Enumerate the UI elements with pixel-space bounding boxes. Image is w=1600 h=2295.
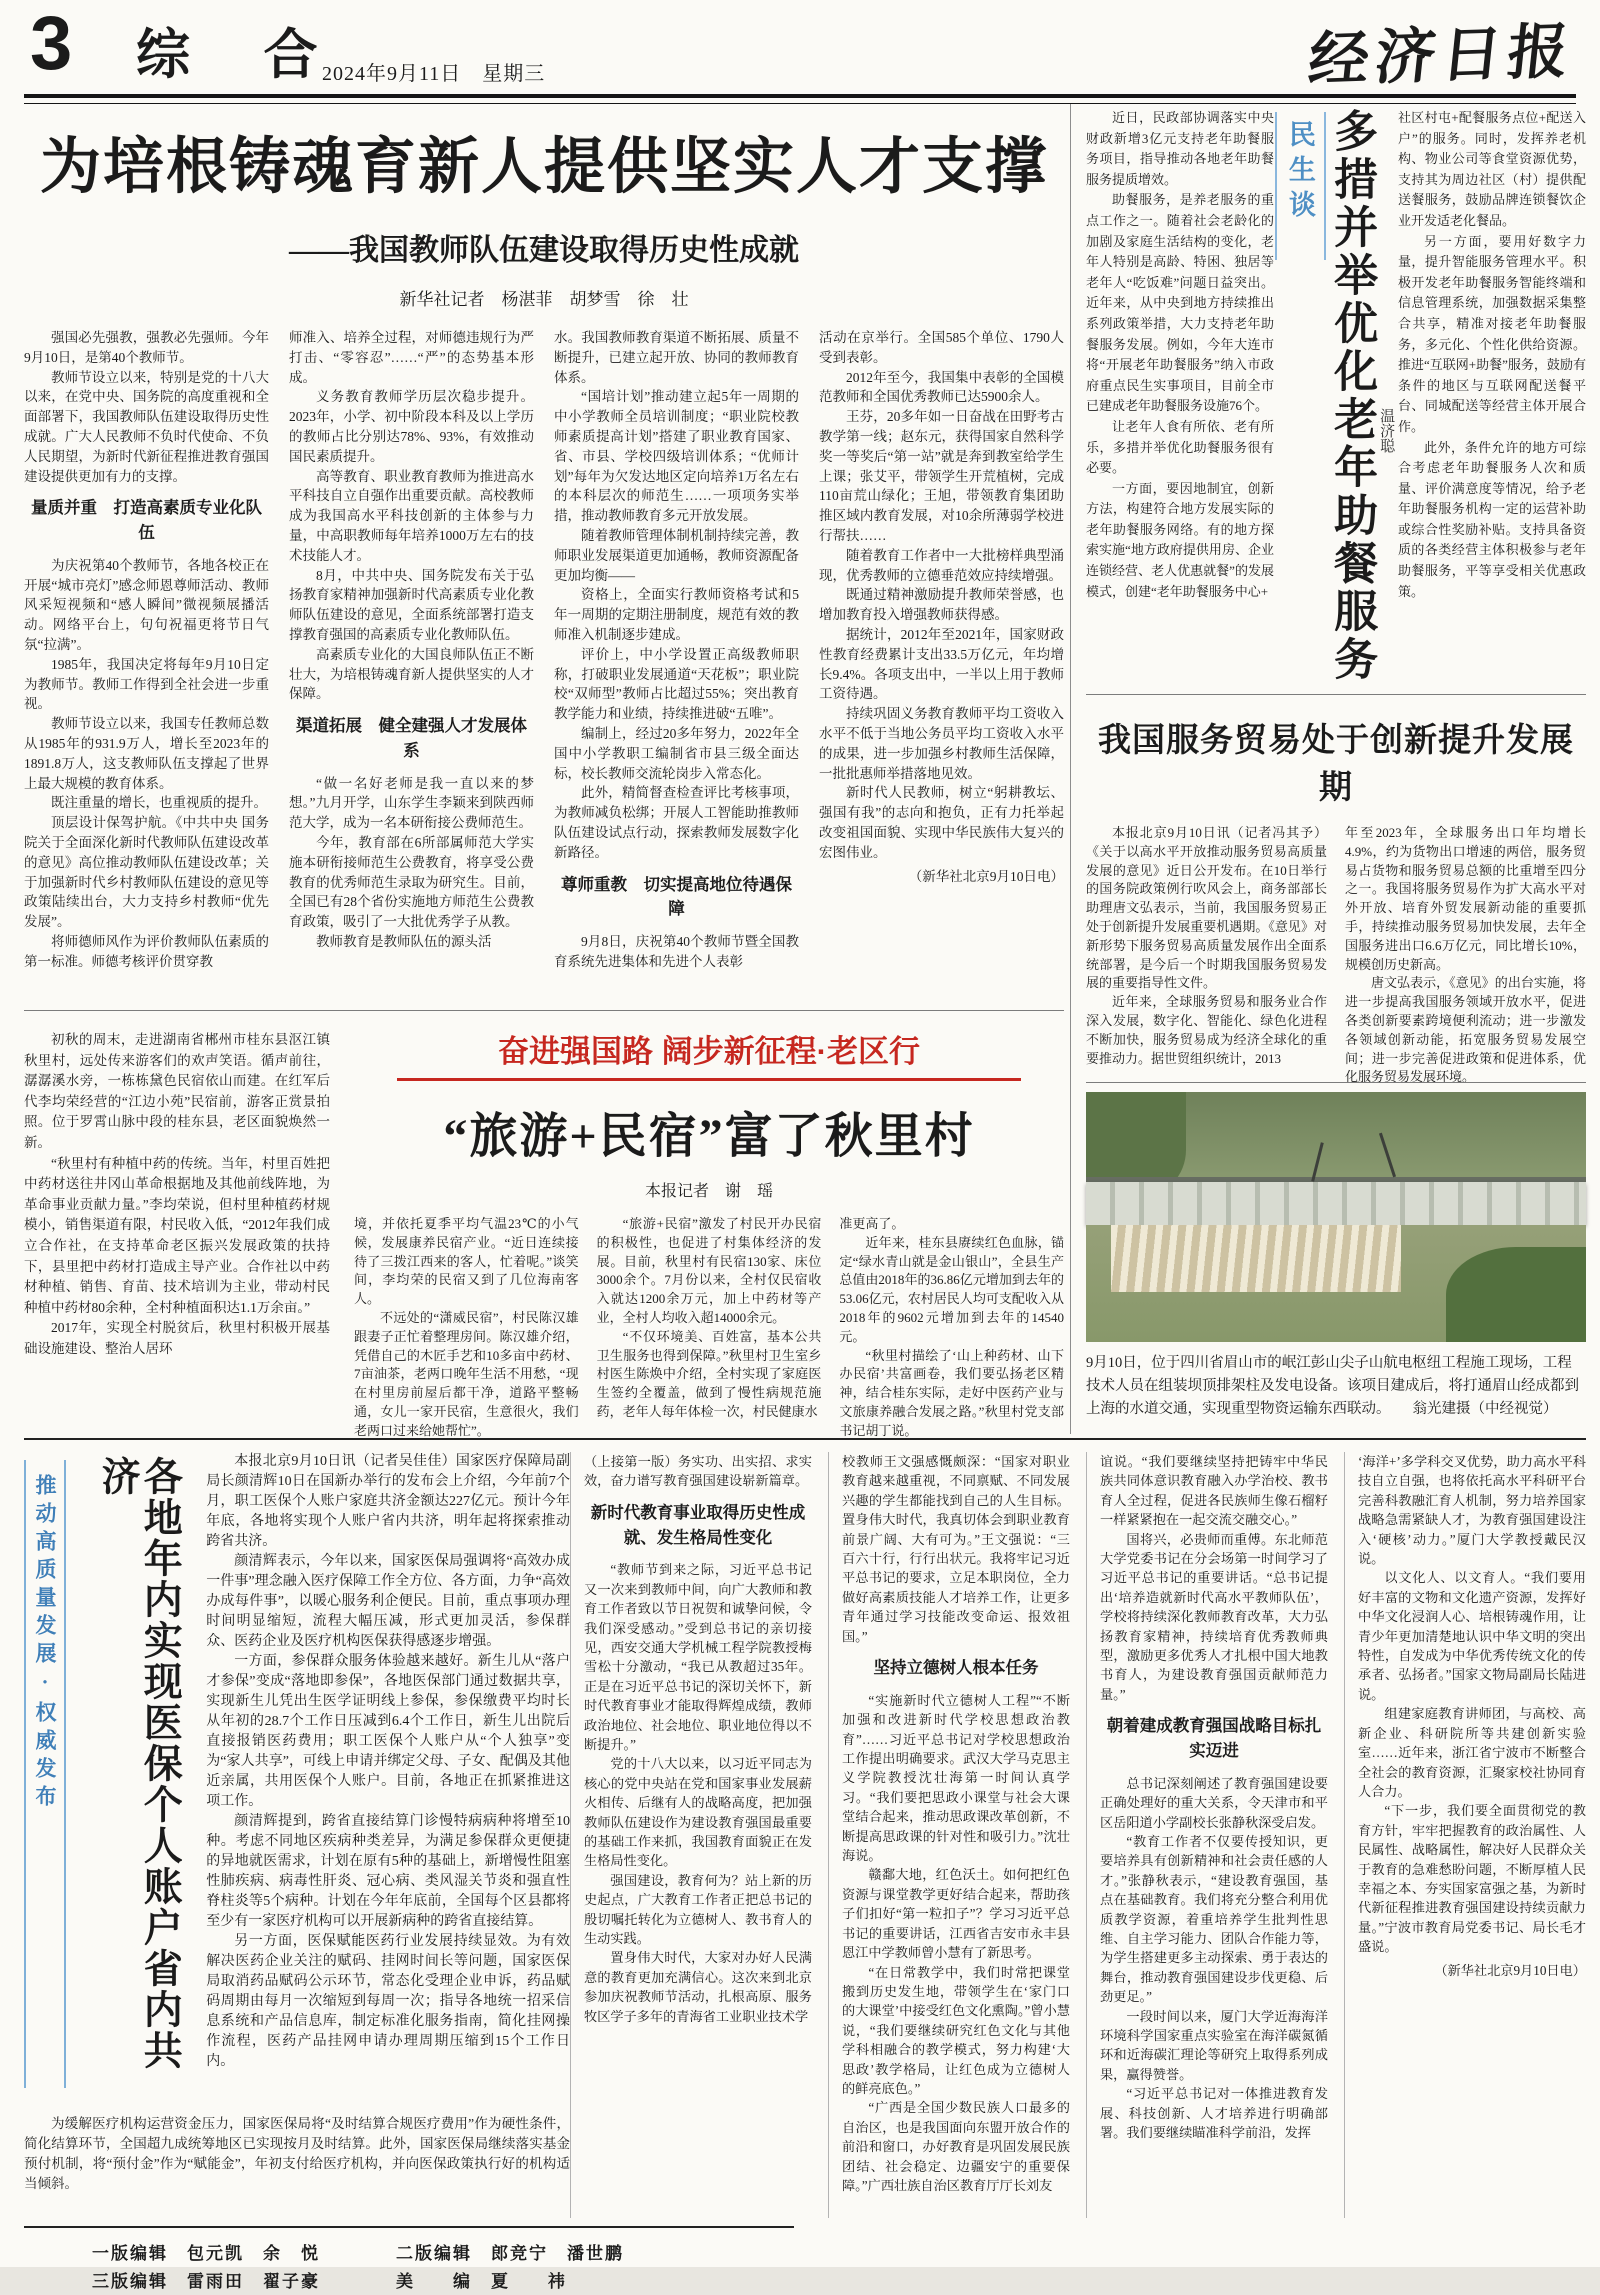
paragraph: 国将兴，必贵师而重傅。东北师范大学党委书记在分会场第一时间学习了习近平总书记的重要讲话。“总书记提出‘培养造就新时代高水平教师队伍’，学校将持续深化教师教育改革，大力弘扬教育家精神，持续培育优秀教师典型，激励更多优秀人才扎根中国大地教书育人，为建设教育强国贡献师范力量。” — [1100, 1531, 1328, 1702]
paragraph: 近年来，全球服务贸易和服务业合作深入发展，数字化、智能化、绿色化进程不断加快，服务贸易成为经济全球化的重要推动力。据世贸组织统计，2013 — [1086, 994, 1327, 1066]
paragraph: 活动在京举行。全国585个单位、1790人受到表彰。 — [819, 330, 1064, 365]
minsheng-left-column — [1086, 108, 1274, 690]
paragraph: “教育工作者不仅要传授知识，更要培养具有创新精神和社会责任感的人才。”张静秋表示，“建设教育强国，基点在基础教育。我们将充分整合利用优质教学资源，着重培养学生批判性思维、自主学习能力、团队合作能力等，为学生搭建更多主动探索、勇于表达的舞台，推动教育强国建设步伐更稳、后劲更足。” — [1100, 1834, 1328, 2005]
paragraph: 三版编辑 雷雨田 翟子豪 美 编 夏 祎 — [92, 2272, 567, 2291]
text-column — [839, 1215, 1064, 1465]
photo-dam-structure — [1086, 1182, 1586, 1225]
section-rule — [24, 1438, 1586, 1440]
paragraph: 不远处的“潇威民宿”，村民陈汉雄跟妻子正忙着整理房间。陈汉雄介绍，凭借自己的木匠手艺和10多亩中药材、7亩油茶，老两口晚年生活不用愁，“现在村里房前屋后都干净，道路平整畅通，女儿一家开民宿，生意很火，我们老两口过来给她帮忙”。 — [354, 1309, 579, 1438]
medical-series-label: 推动高质量发展·权威发布 — [24, 1460, 66, 2088]
section-title: 综 合 — [136, 25, 348, 85]
paragraph: 校教师王文强感慨颇深：“国家对职业教育越来越重视，不同禀赋、不同发展兴趣的学生都能找到自己的人生目标。置身伟大时代，我真切体会到职业教育前景广阔、大有可为。”王文强说：“三百六十行，行行出状元。我将牢记习近平总书记的要求，立足本职岗位，全力做好高素质技能人才培养工作，让更多青年通过学习技能改变命运、报效祖国。” — [842, 1454, 1070, 1644]
paragraph: “广西是全国少数民族人口最多的自治区，也是我国面向东盟开放合作的前沿和窗口，办好教育是巩固发展民族团结、社会稳定、边疆安宁的重要保障。”广西壮族自治区教育厅厅长刘友 — [842, 2100, 1070, 2193]
paragraph: 据统计，2012年至2021年，国家财政性教育经费累计支出33.5万亿元，年均增长9.4%。各项支出中，一半以上用于教师工资待遇。 — [819, 626, 1064, 702]
laoqu-series-banner: 奋进强国路 阔步新征程·老区行 — [397, 1026, 1022, 1081]
text-column — [1344, 1452, 1586, 2218]
paragraph: 随着教育工作者中一大批榜样典型涌现，优秀教师的立德垂范效应持续增强。 — [819, 547, 1064, 583]
paragraph: 此外，条件允许的地方可综合考虑老年助餐服务人次和质量、评价满意度等情况，给予老年助餐服务机构一定的运营补助或综合性奖励补贴。支持具备资质的各类经营主体积极参与老年助餐服务，平等享受相关优惠政策。 — [1397, 439, 1586, 599]
paragraph: 另一方面，医保赋能医药行业发展持续显效。为有效解决医药企业关注的赋码、挂网时间长等问题，国家医保局取消药品赋码公示环节，常态化受理企业申诉，药品赋码周期由每月一次缩短到每周一次；指导各地统一招采信息系统和产品信息库，制定标准化服务指南，简化挂网操作流程，医药产品挂网申请办理周期压缩到15个工作日内。 — [206, 1934, 570, 2069]
laoqu-main — [354, 1022, 1065, 1438]
paragraph: 本报北京9月10日讯（记者吴佳佳）国家医疗保障局副局长颜清辉10日在国新办举行的发布会上介绍，今年前7个月，职工医保个人账户家庭共济金额达227亿元。预计今年年底，各地将实现个人账户省内共济，明年起将探索推动跨省共济。 — [206, 1454, 570, 1549]
paragraph: 编制上，经过20多年努力，2022年全国中小学教职工编制省市县三级全面达标，校长教师交流轮岗步入常态化。 — [554, 725, 799, 781]
paragraph: 教师节设立以来，我国专任教师总数从1985年的931.9万人，增长至2023年的1891.8万人，这支教师队伍支撑起了世界上最大规模的教育体系。 — [24, 716, 269, 791]
trade-article — [1086, 706, 1586, 1085]
text-column — [1345, 824, 1586, 1120]
paragraph: 强国建设，教育何为？站上新的历史起点，广大教育工作者正把总书记的殷切嘱托转化为立德树人、教书育人的生动实践。 — [584, 1872, 812, 1947]
minsheng-right-column — [1398, 108, 1586, 690]
text-column — [289, 328, 534, 978]
paragraph: 既注重量的增长，也重视质的提升。 — [51, 795, 267, 811]
paragraph: 准更高了。 — [839, 1216, 905, 1231]
paragraph: 本报北京9月10日讯（记者冯其予）《关于以高水平开放推动服务贸易高质量发展的意见》近日公开发布。在10日举行的国务院政策例行吹风会上，商务部部长助理唐文弘表示，当前，我国服务贸易正处于创新提升发展重要机遇期。《意见》对新形势下服务贸易高质量发展作出全面系统部署，是今后一个时期我国服务贸易发展的重要指导性文件。 — [1086, 825, 1327, 991]
paragraph: 教师教育是教师队伍的源头活 — [316, 934, 492, 950]
minsheng-label: 民生谈 — [1275, 112, 1326, 260]
laoqu-columns — [354, 1215, 1064, 1465]
text-column — [828, 1452, 1070, 2218]
paragraph: “秋里村描绘了‘山上种药材、山下办民宿’共富画卷，我们要弘扬老区精神，结合桂东实际，走好中医药产业与文旅康养融合发展之路。”秋里村党支部书记胡丁说。 — [839, 1347, 1065, 1438]
paragraph: 组建家庭教育讲师团，与高校、高新企业、科研院所等共建创新实验室……近年来，浙江省宁波市不断整合全社会的教育资源，汇聚家校社协同育人合力。 — [1358, 1706, 1586, 1799]
paragraph: 1985年，我国决定将每年9月10日定为教师节。教师工作得到全社会进一步重视。 — [24, 656, 269, 712]
text-column — [554, 328, 799, 978]
lead-article — [24, 104, 1064, 1006]
paragraph: 总书记深刻阐述了教育强国建设要正确处理好的重大关系，令天津市和平区岳阳道小学副校长张静秋深受启发。 — [1100, 1775, 1328, 1830]
paragraph: “做一名好老师是我一直以来的梦想。”九月开学，山东学生李颖来到陕西师范大学，成为一名本研衔接公费师范生。 — [289, 775, 534, 831]
paragraph: 境，并依托夏季平均气温23℃的小气候，发展康养民宿产业。“近日连续接待了三拨江西来的客人，忙着呢。”谈笑间，李均荣的民宿又到了几位海南客人。 — [354, 1216, 579, 1307]
photo-caption-text: 9月10日，位于四川省眉山市的岷江彭山尖子山航电枢纽工程施工现场，工程技术人员在组装坝顶排架柱及发电设备。该项目建成后，将打通眉山经成都到上海的水道交通，实现重型物资运输东西联动。 — [1086, 1355, 1579, 1417]
paragraph: 为庆祝第40个教师节，各地各校正在开展“城市亮灯”感念师恩尊师活动、教师风采短视频和“感人瞬间”微视频展播活动。网络平台上，句句祝福更将节日气氛“拉满”。 — [24, 557, 269, 653]
vertical-divider — [1070, 104, 1071, 1434]
paragraph: 社区村屯+配餐服务点位+配送入户”的服务。同时，发挥养老机构、物业公司等食堂资源优势，支持其为周边社区（村）提供配送餐服务，鼓励品牌连锁餐饮企业开发适老化餐品。 — [1397, 110, 1586, 228]
paragraph: 党的十八大以来，以习近平同志为核心的党中央站在党和国家事业发展薪火相传、后继有人的战略高度，把加强教师队伍建设作为建设教育强国最重要的基础工作来抓，我国教育面貌正在发生格局性变化。 — [584, 1756, 812, 1869]
issue-date: 2024年9月11日 星期三 — [322, 63, 546, 85]
photo-spillway-foam — [1111, 1225, 1401, 1293]
paragraph: 9月8日，庆祝第40个教师节暨全国教育系统先进集体和先进个人表彰 — [554, 934, 799, 969]
paragraph: （上接第一版）务实功、出实招、求实效，奋力谱写教育强国建设崭新篇章。 — [584, 1454, 812, 1489]
education-article — [570, 1452, 1586, 2218]
paragraph: 一版编辑 包元凯 余 悦 二版编辑 郎竞宁 潘世鹏 — [92, 2244, 624, 2263]
paragraph: 师准入、培养全过程，对师德违规行为严打击、“零容忍”……“严”的态势基本形成。 — [289, 330, 534, 385]
paragraph: 一段时间以来，厦门大学近海海洋环境科学国家重点实验室在海洋碳氮循环和近海碳汇理论等研究上取得系列成果，赢得赞誉。 — [1100, 2008, 1328, 2082]
column-subhead: 朝着建成教育强国战略目标扎实迈进 — [1106, 1717, 1322, 1761]
paragraph: 一方面，参保群众服务体验越来越好。新生儿从“落户才参保”变成“落地即参保”，各地医保部门通过数据共享，实现新生儿凭出生医学证明线上参保，参保缴费平均时长从年初的28.7个工作日压减到6.4个工作日，新生儿出院后直接报销医药费用；职工医保个人账户从“个人独享”变为“家人共享”，可线上申请并绑定父母、子女、配偶及其他近亲属，共用医保个人账户。目前，各地正在抓紧推进这项工作。 — [206, 1654, 570, 1809]
lead-headline: 为培根铸魂育新人提供坚实人才支撑 — [39, 132, 1048, 200]
paragraph: “习近平总书记对一体推进教育发展、科技创新、人才培养进行明确部署。我们要继续瞄准科学前沿，发挥 — [1100, 2086, 1328, 2141]
section-rule — [1086, 694, 1586, 695]
paragraph: 一方面，要因地制宜，创新方法，构建符合地方发展实际的老年助餐服务网络。有的地方探索实施“地方政府提供用房、企业连锁经营、老人优惠就餐”的发展模式，创建“老年助餐服务中心+ — [1086, 480, 1274, 599]
paragraph: 既通过精神激励提升教师荣誉感，也增加教育投入增强教师获得感。 — [819, 587, 1064, 623]
paragraph: 水。我国教师教育渠道不断拓展、质量不断提升，已建立起开放、协同的教师教育体系。 — [554, 330, 799, 385]
paragraph: 持续巩固义务教育教师平均工资收入水平不低于当地公务员平均工资收入水平的成果，进一步加强乡村教师生活保障，一批批惠师举措落地见效。 — [819, 706, 1064, 781]
photo-right-bank — [1446, 1247, 1586, 1342]
paragraph: “下一步，我们要全面贯彻党的教育方针，牢牢把握教育的政治属性、人民属性、战略属性，解决好人民群众关于教育的急难愁盼问题，不断厚植人民幸福之本、夯实国家富强之基，为新时代新征程推进教育强国建设持续贡献力量。”宁波市教育局党委书记、局长毛才盛说。 — [1358, 1803, 1586, 1955]
paragraph: 评价上，中小学设置正高级教师职称，打破职业发展通道“天花板”；职业院校“双师型”教师占比超过55%；突出教育教学能力和业绩，持续推进破“五唯”。 — [554, 646, 799, 722]
text-column — [597, 1215, 822, 1465]
text-column — [1086, 824, 1327, 1120]
minsheng-headline: 多措并举优化老年助餐服务 — [1327, 108, 1377, 684]
paragraph: 王芬，20多年如一日奋战在田野考古教学第一线；赵东元，获得国家自然科学奖一等奖后“第一站”就是奔到教室给学生上课；张艾平，带领学生开荒植树，完成110亩荒山绿化；王旭，带领教育集团助推区域内教育发展，对10余所薄弱学校进行帮扶…… — [819, 409, 1064, 543]
page-number: 3 — [30, 1, 73, 86]
paragraph: 8月，中共中央、国务院发布关于弘扬教育家精神加强新时代高素质专业化教师队伍建设的意见，全面系统部署打造支撑教育强国的高素质专业化教师队伍。 — [289, 567, 534, 642]
paragraph: 新时代人民教师，树立“躬耕教坛、强国有我”的志向和抱负，正有力托举起改变祖国面貌、实现中华民族伟大复兴的宏图伟业。 — [819, 785, 1064, 860]
medical-headline: 各地年内实现医保个人账户省内共济 — [96, 1456, 182, 2071]
text-column — [1086, 1452, 1328, 2218]
paragraph: “国培计划”推动建立起5年一周期的中小学教师全员培训制度；“职业院校教师素质提高计划”搭建了职业教育国家、省、市县、学校四级培训体系；“优师计划”每年为欠发达地区定向培养1万名左右的本科层次的师范生……一项项务实举措，推动教师教育多元开放发展。 — [554, 389, 799, 524]
paragraph: “秋里村有种植中药的传统。当年，村里百姓把中药材送往井冈山革命根据地及其他前线阵地，为革命事业贡献力量。”李均荣说，但村里种植药材规模小，销售渠道有限，村民收入低，“2012年我们成立合作社，在支持革命老区振兴发展政策的扶持下，县里把中药材打造成主导产业。合作社以中药材种植、销售、育苗、技术培训为主业，带动村民种植中药材80余种，全村种植面积达1.1万余亩。” — [24, 1155, 330, 1315]
paragraph: 颜清辉提到，跨省直接结算门诊慢特病病种将增至10种。考虑不同地区疾病种类差异，为满足参保群众更便捷的异地就医需求，计划在原有5种的基础上，新增慢性阻塞性肺疾病、病毒性肝炎、冠心病、类风湿关节炎和强直性脊柱炎等5个病种。计划在今年年底前，全国每个区县都将至少有一家医疗机构可以开展新病种的跨省直接结算。 — [206, 1814, 570, 1929]
photo-dam-construction — [1086, 1092, 1586, 1342]
paragraph: 置身伟大时代，大家对办好人民满意的教育更加充满信心。这次来到北京参加庆祝教师节活动，扎根高原、服务牧区学子多年的青海省工业职业技术学 — [584, 1950, 812, 2024]
medical-wide-paragraph: 为缓解医疗机构运营资金压力，国家医保局将“及时结算合规医疗费用”作为硬性条件，简化结算环节，全国超九成统筹地区已实现按月及时结算。此外，国家医保局继续落实基金预付机制，将“预付金”作为“赋能金”，年初支付给医疗机构，并向医保政策执行好的机构适当倾斜。 — [24, 2116, 570, 2191]
section-rule — [24, 1010, 1064, 1011]
paragraph: “旅游+民宿”激发了村民开办民宿的积极性，也促进了村集体经济的发展。目前，秋里村有民宿130家、床位3000余个。7月份以来，全村仅民宿收入就达1200余万元，加上中药材等产业，全村人均收入超14000余元。 — [596, 1216, 822, 1325]
text-column — [819, 328, 1064, 978]
paragraph: 将师德师风作为评价教师队伍素质的第一标准。师德考核评价贯穿教 — [24, 934, 269, 969]
column-subhead: 量质并重 打造高素质专业化队伍 — [31, 499, 262, 543]
paragraph: ‘海洋+’多学科交叉优势，助力高水平科技自立自强，也将依托高水平科研平台完善科教融汇育人机制，努力培养国家战略急需紧缺人才，为教育强国建设注入‘硬核’动力。”厦门大学教授戴民汉说。 — [1358, 1454, 1586, 1567]
paragraph: 初秋的周末，走进湖南省郴州市桂东县沤江镇秋里村，远处传来游客们的欢声笑语。循声前往，潺潺溪水旁，一栋栋黛色民宿依山而建。在红军后代李均荣经营的“江边小苑”民宿前，游客正赏景拍照。位于罗霄山脉中段的桂东县，老区面貌焕然一新。 — [24, 1032, 330, 1150]
paragraph: “在日常教学中，我们时常把课堂搬到历史发生地，带领学生在‘家门口的大课堂’中接受红色文化熏陶。”曾小慧说，“我们要继续研究红色文化与其他学科相融合的教学模式，努力构建‘大思政’教学格局，让红色成为立德树人的鲜亮底色。” — [842, 1964, 1070, 2096]
paragraph: 高素质专业化的大国良师队伍正不断壮大，为培根铸魂育新人提供坚实的人才保障。 — [289, 646, 534, 702]
page-header — [24, 1, 1578, 94]
masthead-logo: 经济日报 — [1305, 18, 1578, 94]
text-column — [24, 328, 269, 978]
trade-headline: 我国服务贸易处于创新提升发展期 — [1098, 723, 1574, 806]
medical-insurance-article — [24, 1452, 570, 2214]
column-subhead: 坚持立德树人根本任务 — [873, 1659, 1039, 1678]
paragraph: 义务教育教师学历层次稳步提升。2023年，小学、初中阶段本科及以上学历的教师占比分别达78%、93%，有效推动国民素质提升。 — [289, 389, 534, 464]
article-end-note: （新华社北京9月10日电） — [1434, 1962, 1586, 1978]
lead-subheadline: ——我国教师队伍建设取得历史性成就 — [289, 234, 799, 267]
column-subhead: 新时代教育事业取得历史性成就、发生格局性变化 — [590, 1503, 806, 1547]
paragraph: 此外，精简督查检查评比考核事项，为教师减负松绑；开展人工智能助推教师队伍建设试点行动，探索教师发展数字化新路径。 — [554, 785, 799, 860]
paragraph: 另一方面，要用好数字力量，提升智能服务管理水平。积极开发老年助餐服务智能终端和信息管理系统，加强数据采集整合共享，精准对接老年助餐服务，多元化、个性化供给资源。推进“互联网+助餐”服务，鼓励有条件的地区与互联网配送餐平台、同城配送等经营主体开展合作。 — [1397, 233, 1586, 434]
paragraph: 随着教师管理体制机制持续完善，教师职业发展渠道更加通畅，教师资源配备更加均衡—— — [554, 527, 799, 583]
column-subhead: 渠道拓展 健全建强人才发展体系 — [296, 717, 527, 760]
section-rule — [1086, 1082, 1586, 1083]
paragraph: 顶层设计保驾护航。《中共中央 国务院关于全面深化新时代教师队伍建设改革的意见》高位推动教师队伍建设改革；关于加强新时代乡村教师队伍建设的意见等政策陆续出台，大力支持乡村教师“优先发展”。 — [24, 815, 269, 930]
paragraph: 赣鄱大地，红色沃土。如何把红色资源与课堂教学更好结合起来，帮助孩子们扣好“第一粒扣子”？学习习近平总书记的重要讲话，江西省吉安市永丰县恩江中学教师曾小慧有了新思考。 — [842, 1867, 1070, 1961]
paragraph: “教师节到来之际，习近平总书记又一次来到教师中间，向广大教师和教育工作者致以节日祝贺和诚挚问候，令我们深受感动。”受到总书记的亲切接见，西安交通大学机械工程学院教授梅雪松十分激动，“我已从教超过35年。正是在习近平总书记的深切关怀下，新时代教育事业才能取得辉煌成绩，教师政治地位、社会地位、职业地位得以不断提升。” — [584, 1562, 812, 1752]
medical-column — [206, 1452, 570, 2102]
minsheng-author: 温济聪 — [1378, 408, 1395, 453]
laoqu-feature — [24, 1022, 1065, 1438]
paragraph: 教师节设立以来，特别是党的十八大以来，在党中央、国务院的高度重视和全面部署下，我国教师队伍建设取得历史性成就。广大人民教师不负时代使命、不负人民期望，为新时代新征程推进教育强国建设提供更加有力的支撑。 — [24, 369, 269, 484]
paragraph: 颜清辉表示，今年以来，国家医保局强调将“高效办成一件事”理念融入医疗保障工作全方位、各方面，力争“高效办成每件事”，以暖心服务利企便民。目前，重点事项办理时间明显缩短，流程大幅压减，形式更加灵活，参保群众、医药企业及医疗机构医保获得感逐步增强。 — [206, 1554, 570, 1649]
photo-credit: 翁光建摄（中经视觉） — [1412, 1401, 1558, 1417]
paragraph: 高等教育、职业教育教师为推进高水平科技自立自强作出重要贡献。高校教师成为我国高水平科技创新的主体参与力量，中高职教师每年培养1000万左右的技术技能人才。 — [289, 468, 534, 563]
text-column — [354, 1215, 579, 1465]
editor-credits — [24, 2226, 794, 2295]
paragraph: 让老年人食有所依、老有所乐，多措并举优化助餐服务很有必要。 — [1086, 418, 1274, 476]
paragraph: 谊说。“我们要继续坚持把铸牢中华民族共同体意识教育融入办学治校、教书育人全过程，促进各民族师生像石榴籽一样紧紧抱在一起交流交融交心。” — [1100, 1454, 1328, 1528]
paragraph: 唐文弘表示，《意见》的出台实施，将进一步提高我国服务领域开放水平，促进各类创新要素跨境便利流动；进一步激发各领域创新动能，拓宽服务贸易发展空间；进一步完善促进政策和促进体系，优化服务贸易发展环境。 — [1345, 975, 1586, 1085]
paragraph: 强国必先强教，强教必先强师。今年9月10日，是第40个教师节。 — [24, 330, 269, 365]
paragraph: 以文化人、以文育人。“我们要用好丰富的文物和文化遗产资源，发挥好中华文化浸润人心、培根铸魂作用，让青少年更加清楚地认识中华文明的突出特性，自发成为中华优秀传统文化的传承者、弘扬者。”国家文物局副局长陆进说。 — [1358, 1570, 1586, 1702]
paragraph: 今年，教育部在6所部属师范大学实施本研衔接师范生公费教育，将享受公费教育的优秀师范生录取为研究生。目前，全国已有28个省份实施地方师范生公费教育政策，吸引了一大批优秀学子从教。 — [289, 835, 534, 930]
medical-body — [24, 1452, 570, 2102]
column-subhead: 尊师重教 切实提高地位待遇保障 — [561, 875, 792, 919]
paragraph: 近日，民政部协调落实中央财政新增3亿元支持老年助餐服务项目，指导推动各地老年助餐服务提质增效。 — [1086, 110, 1274, 187]
laoqu-byline: 本报记者 谢 瑶 — [644, 1183, 773, 1200]
paragraph: “不仅环境美、百姓富，基本公共卫生服务也得到保障。”秋里村卫生室乡村医生陈焕中介绍，全村实现了家庭医生签约全覆盖，做到了慢性病规范施药，老年人每年体检一次，村民健康水 — [596, 1328, 822, 1419]
paragraph: “实施新时代立德树人工程”“不断加强和改进新时代学校思想政治教育”……习近平总书记对学校思想政治工作提出明确要求。武汉大学马克思主义学院教授沈壮海第一时间认真学习。“我们要把思政小课堂与社会大课堂结合起来，推动思政课改革创新，不断提高思政课的针对性和吸引力。”沈壮海说。 — [842, 1692, 1070, 1864]
paragraph: 年至2023年，全球服务出口年均增长4.9%，约为货物出口增速的两倍，服务贸易占货物和服务贸易总额的比重增至四分之一。我国将服务贸易作为扩大高水平对外开放、培育外贸发展新动能的重要抓手，持续推动服务贸易加快发展，去年全国服务进出口6.6万亿元，同比增长10%，规模创历史新高。 — [1345, 825, 1586, 972]
trade-columns — [1086, 824, 1586, 1120]
header-rule — [24, 94, 1576, 98]
laoqu-left-column — [24, 1030, 330, 1422]
paragraph: 2012年至今，我国集中表彰的全国模范教师和全国优秀教师已达5900余人。 — [819, 369, 1064, 405]
lead-byline: 新华社记者 杨湛菲 胡梦雪 徐 壮 — [399, 290, 689, 309]
paragraph: 2017年，实现全村脱贫后，秋里村积极开展基础设施建设、整治人居环 — [24, 1320, 330, 1356]
text-column — [570, 1452, 812, 2218]
paragraph: 助餐服务，是养老服务的重点工作之一。随着社会老龄化的加剧及家庭生活结构的变化，老年人特别是高龄、特困、独居等老年人“吃饭难”问题日益突出。近年来，从中央到地方持续推出系列政策举措，大力支持老年助餐服务发展。例如，今年大连市将“开展老年助餐服务”纳入市政府重点民生实事项目，目前全市已建成老年助餐服务设施76个。 — [1086, 192, 1274, 414]
paragraph: 资格上，全面实行教师资格考试和5年一周期的定期注册制度，规范有效的教师准入机制逐步建成。 — [554, 587, 799, 642]
photo-caption — [1086, 1352, 1586, 1421]
laoqu-headline: “旅游+民宿”富了秋里村 — [443, 1110, 975, 1163]
article-end-note: （新华社北京9月10日电） — [908, 868, 1064, 884]
paragraph: 近年来，桂东县赓续红色血脉，锚定“绿水青山就是金山银山”，全县生产总值由2018年的36.86亿元增加到去年的53.06亿元，农村居民人均可支配收入从2018年的9602元增加到去年的14540元。 — [839, 1234, 1065, 1344]
lead-columns — [24, 328, 1064, 978]
minsheng-opinion — [1086, 108, 1586, 690]
